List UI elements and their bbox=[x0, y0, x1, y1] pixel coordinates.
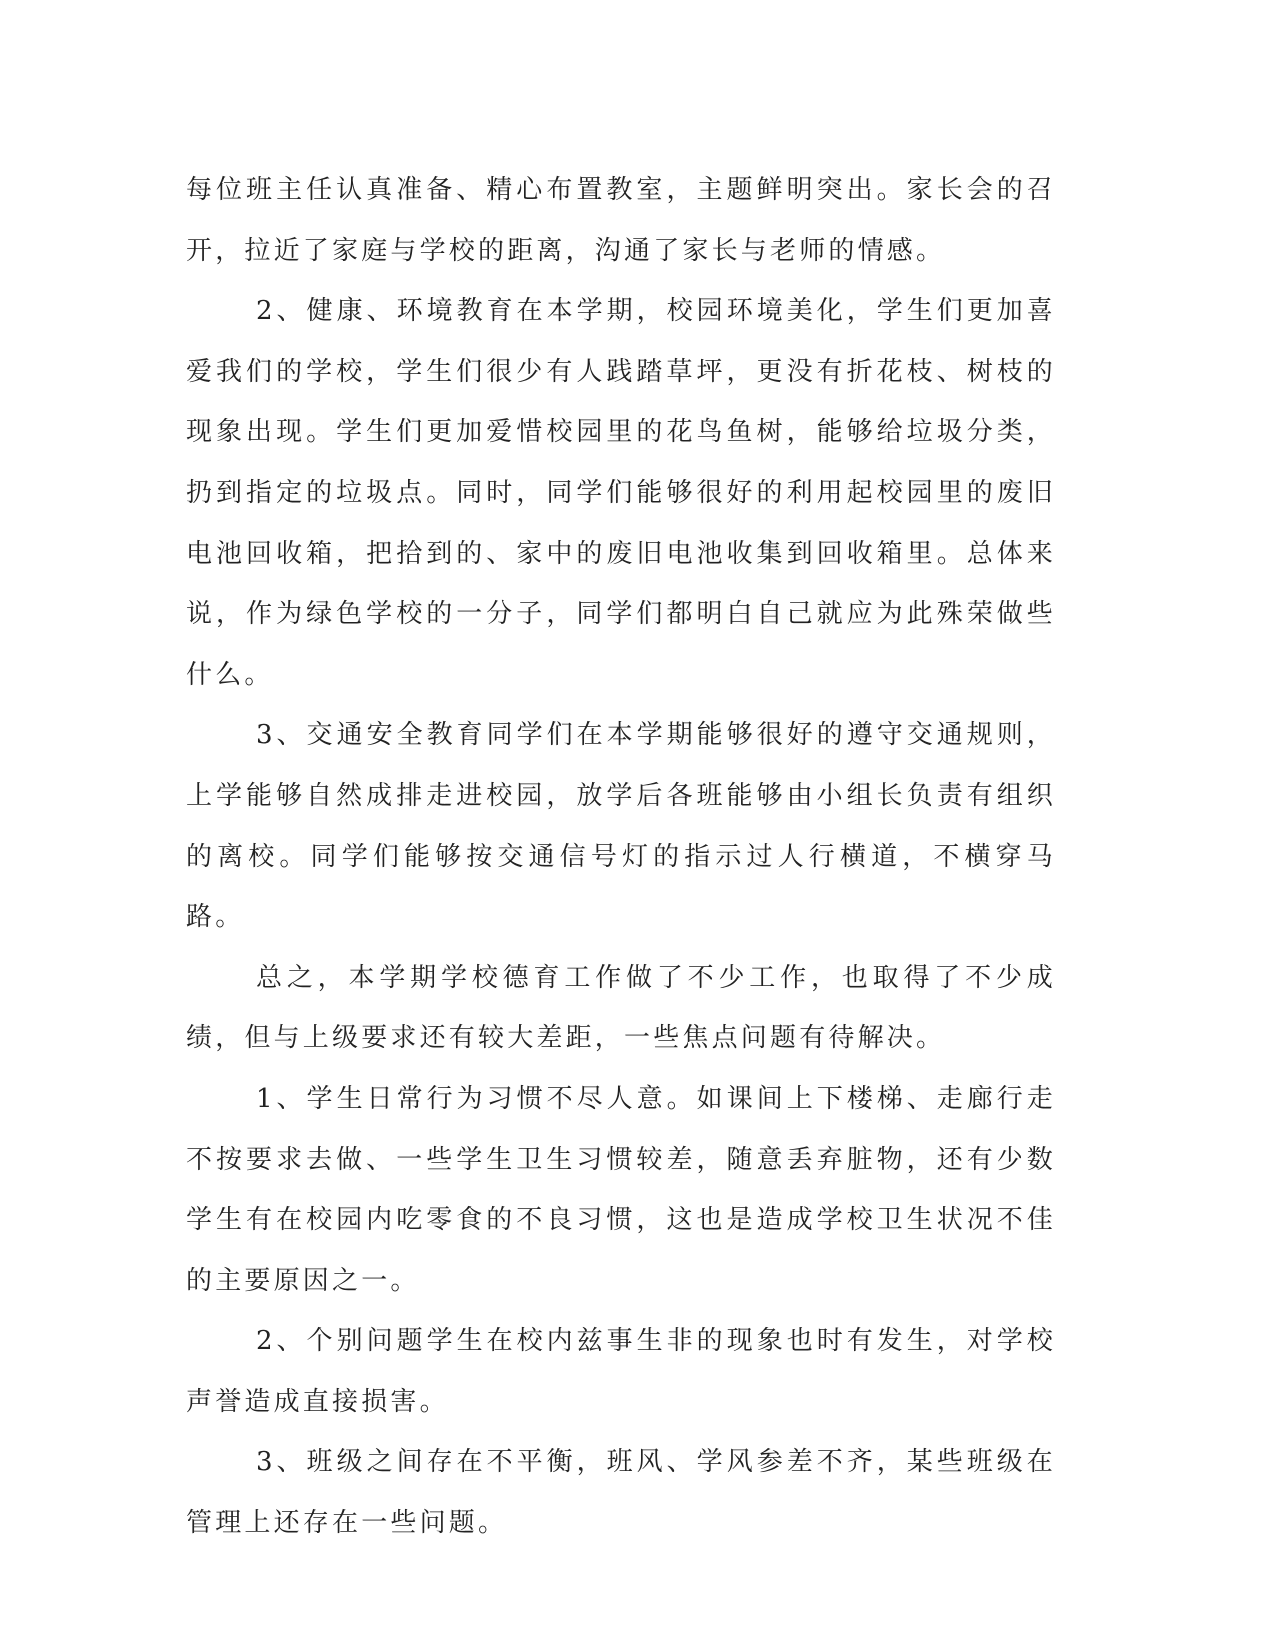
paragraph-parent-meeting: 每位班主任认真准备、精心布置教室，主题鲜明突出。家长会的召开，拉近了家庭与学校的距离，沟通了家长与老师的情感。 bbox=[186, 175, 1056, 266]
paragraph-health-environment-education: 2、健康、环境教育在本学期，校园环境美化，学生们更加喜爱我们的学校，学生们很少有人践踏草坪，更没有折花枝、树枝的现象出现。学生们更加爱惜校园里的花鸟鱼树，能够给垃圾分类，扔到指定的垃圾点。同时，同学们能够很好的利用起校园里的废旧电池回收箱，把拾到的、家中的废旧电池收集到回收箱里。总体来说，作为绿色学校的一分子，同学们都明白自己就应为此殊荣做些什么。 bbox=[186, 296, 1056, 690]
paragraph-issue-class-imbalance: 3、班级之间存在不平衡，班风、学风参差不齐，某些班级在管理上还存在一些问题。 bbox=[186, 1447, 1056, 1539]
paragraph-summary: 总之，本学期学校德育工作做了不少工作，也取得了不少成绩，但与上级要求还有较大差距，一些焦点问题有待解决。 bbox=[186, 962, 1056, 1054]
paragraph-traffic-safety-education: 3、交通安全教育同学们在本学期能够很好的遵守交通规则，上学能够自然成排走进校园，放学后各班能够由小组长负责有组织的离校。同学们能够按交通信号灯的指示过人行横道，不横穿马路。 bbox=[186, 720, 1056, 933]
paragraph-issue-behavior-habits: 1、学生日常行为习惯不尽人意。如课间上下楼梯、走廊行走不按要求去做、一些学生卫生习惯较差，随意丢弃脏物，还有少数学生有在校园内吃零食的不良习惯，这也是造成学校卫生状况不佳的主要原因之一。 bbox=[186, 1083, 1056, 1296]
paragraph-issue-problem-students: 2、个别问题学生在校内兹事生非的现象也时有发生，对学校声誉造成直接损害。 bbox=[186, 1326, 1056, 1417]
document-body bbox=[186, 160, 1056, 1554]
